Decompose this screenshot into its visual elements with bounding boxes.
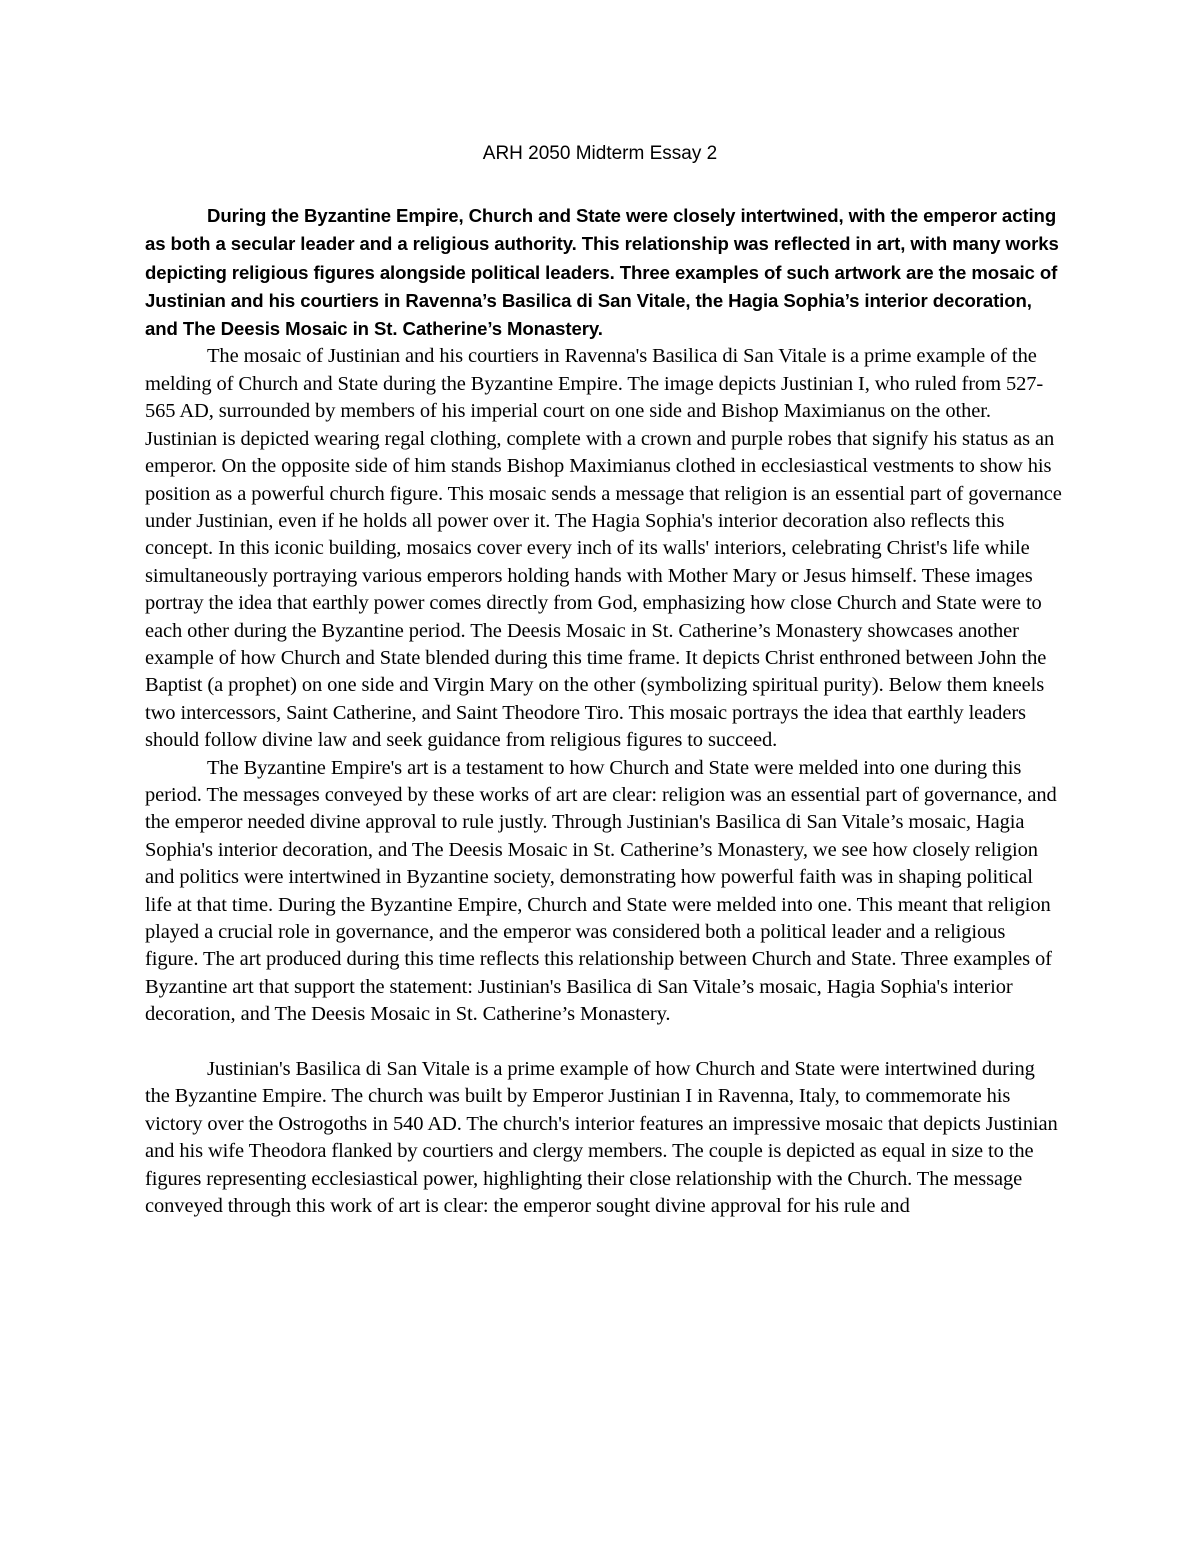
paragraph-gap — [145, 1029, 1063, 1056]
document-title: ARH 2050 Midterm Essay 2 — [482, 143, 718, 164]
body-paragraph-2: The Byzantine Empire's art is a testament to how Church and State were melded into one during this period. The messages conveyed by these works of art are clear: religion was an essential part of governance, and the emperor needed divine approval to rule justly. Through Justinian's Basilica di San Vitale’s mosaic, Hagia Sophia's interior decoration, and The Deesis Mosaic in St. Catherine’s Monastery, we see how closely religion and politics were intertwined in Byzantine society, demonstrating how powerful faith was in shaping political life at that time. During the Byzantine Empire, Church and State were melded into one. This meant that religion played a crucial role in governance, and the emperor was considered both a political leader and a religious figure. The art produced during this time reflects this relationship between Church and State. Three examples of Byzantine art that support the statement: Justinian's Basilica di San Vitale’s mosaic, Hagia Sophia's interior decoration, and The Deesis Mosaic in St. Catherine’s Monastery. — [145, 756, 1057, 1026]
body-paragraph-1: The mosaic of Justinian and his courtiers in Ravenna's Basilica di San Vitale is a prime example of the melding of Church and State during the Byzantine Empire. The image depicts Justinian I, who ruled from 527-565 AD, surrounded by members of his imperial court on one side and Bishop Maximianus on the other. Justinian is depicted wearing regal clothing, complete with a crown and purple robes that signify his status as an emperor. On the opposite side of him stands Bishop Maximianus clothed in ecclesiastical vestments to show his position as a powerful church figure. This mosaic sends a message that religion is an essential part of governance under Justinian, even if he holds all power over it. The Hagia Sophia's interior decoration also reflects this concept. In this iconic building, mosaics cover every inch of its walls' interiors, celebrating Christ's life while simultaneously portraying various emperors holding hands with Mother Mary or Jesus himself. These images portray the idea that earthly power comes directly from God, emphasizing how close Church and State were to each other during the Byzantine period. The Deesis Mosaic in St. Catherine’s Monastery showcases another example of how Church and State blended during this time frame. It depicts Christ enthroned between John the Baptist (a prophet) on one side and Virgin Mary on the other (symbolizing spiritual purity). Below them kneels two intercessors, Saint Catherine, and Saint Theodore Tiro. This mosaic portrays the idea that earthly leaders should follow divine law and seek guidance from religious figures to succeed. — [145, 345, 1062, 752]
intro-paragraph: During the Byzantine Empire, Church and State were closely intertwined, with the emperor acting as both a secular leader and a religious authority. This relationship was reflected in art, with many works depicting religious figures alongside political leaders. Three examples of such artwork are the mosaic of Justinian and his courtiers in Ravenna’s Basilica di San Vitale, the Hagia Sophia’s interior decoration, and The Deesis Mosaic in St. Catherine’s Monastery. — [145, 205, 1059, 340]
document-body — [145, 202, 1063, 1220]
body-paragraph-3: Justinian's Basilica di San Vitale is a prime example of how Church and State were intertwined during the Byzantine Empire. The church was built by Emperor Justinian I in Ravenna, Italy, to commemorate his victory over the Ostrogoths in 540 AD. The church's interior features an impressive mosaic that depicts Justinian and his wife Theodora flanked by courtiers and clergy members. The couple is depicted as equal in size to the figures representing ecclesiastical power, highlighting their close relationship with the Church. The message conveyed through this work of art is clear: the emperor sought divine approval for his rule and — [145, 1058, 1058, 1218]
